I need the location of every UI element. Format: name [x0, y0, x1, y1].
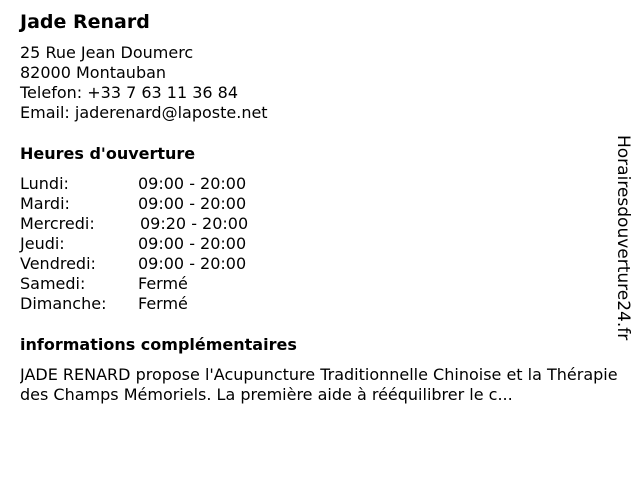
opening-hours-title: Heures d'ouverture	[20, 144, 196, 163]
hours-time: 09:00 - 20:00	[138, 254, 247, 273]
hours-row-monday	[20, 174, 620, 194]
hours-day: Vendredi:	[20, 254, 96, 273]
hours-row-thursday	[20, 234, 620, 254]
hours-time: 09:00 - 20:00	[138, 174, 247, 193]
hours-time: 09:00 - 20:00	[138, 234, 247, 253]
address-city: 82000 Montauban	[20, 63, 167, 82]
hours-day: Dimanche:	[20, 294, 107, 313]
hours-time: Fermé	[138, 294, 188, 313]
business-name: Jade Renard	[20, 11, 150, 33]
phone-number: Telefon: +33 7 63 11 36 84	[20, 83, 239, 102]
hours-day: Mercredi:	[20, 214, 95, 233]
business-card	[20, 10, 620, 405]
additional-info-text: JADE RENARD propose l'Acupuncture Traditionnelle Chinoise et la Thérapie des Champs Mémoriels. La première aide à rééquilibrer le c...	[20, 365, 618, 404]
hours-row-wednesday	[20, 214, 620, 234]
hours-time: 09:00 - 20:00	[138, 194, 247, 213]
contact-block	[20, 43, 620, 123]
address-street: 25 Rue Jean Doumerc	[20, 43, 194, 62]
hours-time: 09:20 - 20:00	[140, 214, 249, 233]
hours-row-saturday	[20, 274, 620, 294]
opening-hours-table	[20, 174, 620, 314]
hours-day: Lundi:	[20, 174, 69, 193]
hours-row-sunday	[20, 294, 620, 314]
email-address: Email: jaderenard@laposte.net	[20, 103, 268, 122]
hours-row-tuesday	[20, 194, 620, 214]
additional-info-title: informations complémentaires	[20, 335, 297, 354]
hours-row-friday	[20, 254, 620, 274]
hours-day: Mardi:	[20, 194, 70, 213]
hours-day: Samedi:	[20, 274, 86, 293]
hours-time: Fermé	[138, 274, 188, 293]
hours-day: Jeudi:	[20, 234, 65, 253]
site-watermark: Horairesdouverture24.fr	[613, 135, 633, 341]
